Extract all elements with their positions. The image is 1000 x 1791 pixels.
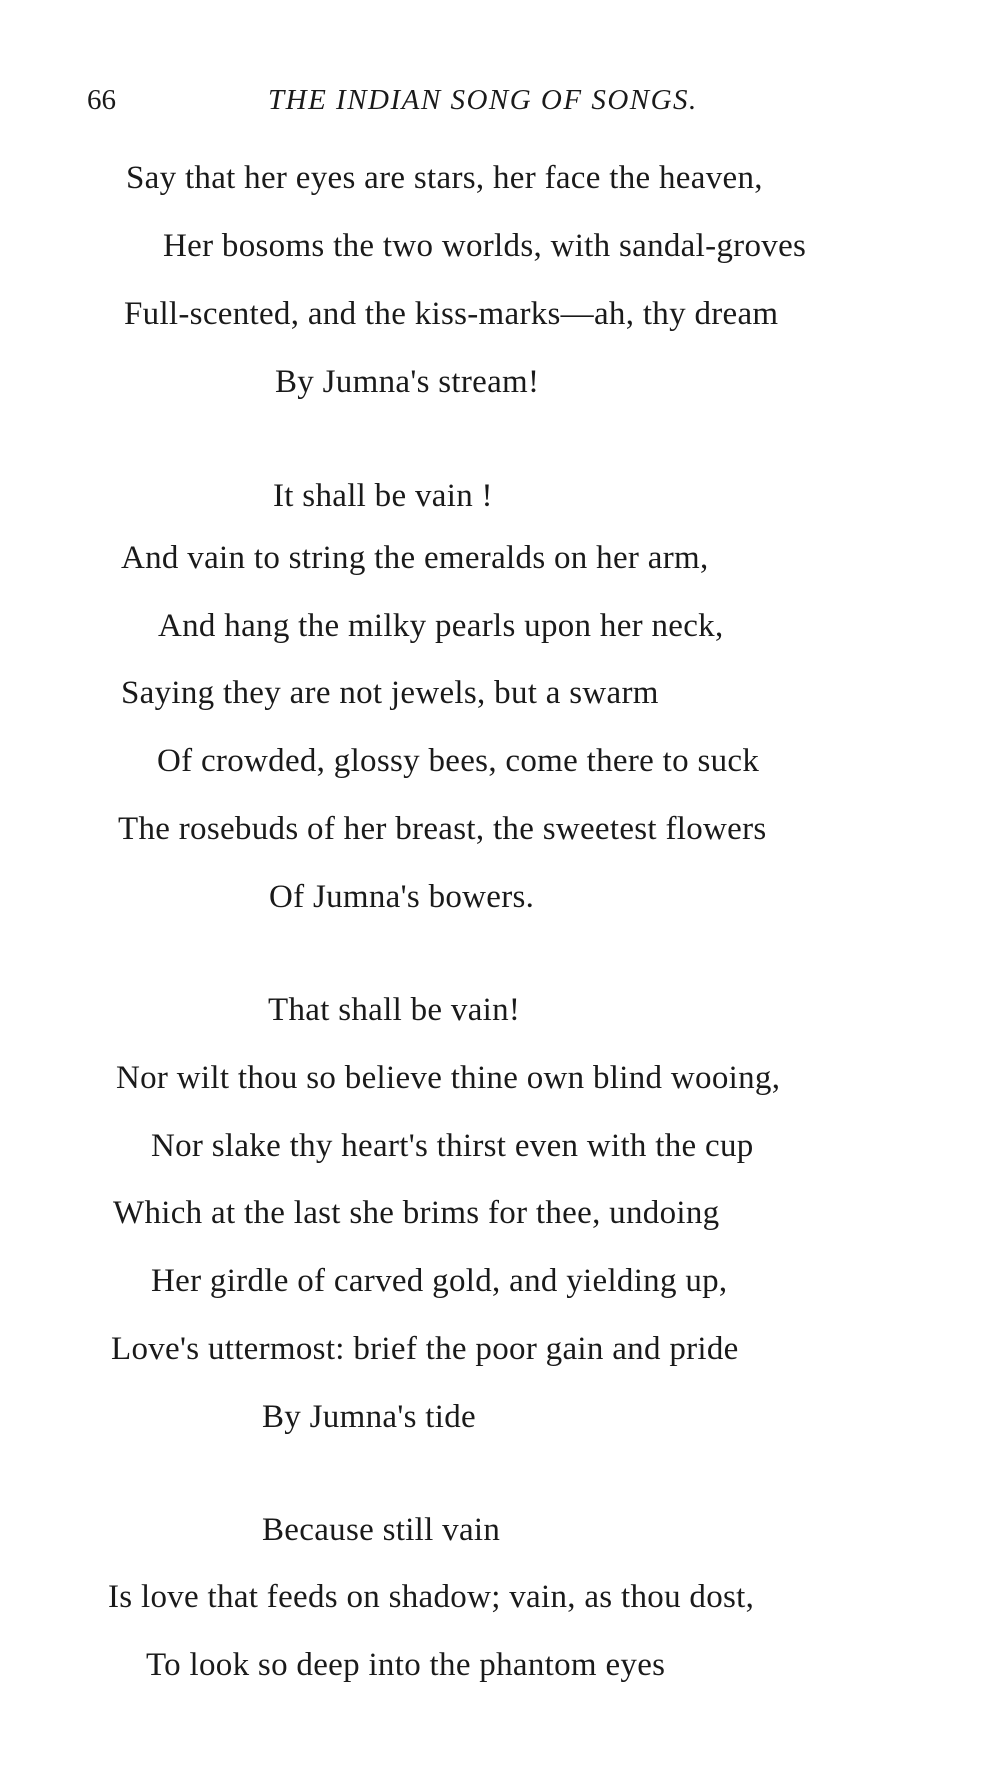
poem-line: That shall be vain! xyxy=(268,992,521,1028)
poem-line: Which at the last she brims for thee, undoing xyxy=(113,1195,720,1231)
poem-line: The rosebuds of her breast, the sweetest flowers xyxy=(118,811,767,847)
poem-line: Of crowded, glossy bees, come there to suck xyxy=(157,743,760,779)
poem-line: By Jumna's tide xyxy=(262,1399,476,1435)
running-title: THE INDIAN SONG OF SONGS. xyxy=(268,84,698,116)
poem-line: Her bosoms the two worlds, with sandal-groves xyxy=(163,228,807,264)
page-number: 66 xyxy=(87,84,116,116)
poem-line: To look so deep into the phantom eyes xyxy=(146,1647,666,1683)
page-header xyxy=(0,84,1000,124)
poem-line: By Jumna's stream! xyxy=(275,364,540,400)
poem-line: Because still vain xyxy=(262,1512,501,1548)
poem-line: It shall be vain ! xyxy=(273,478,493,514)
poem-line: Her girdle of carved gold, and yielding up, xyxy=(151,1263,728,1299)
poem-line: And hang the milky pearls upon her neck, xyxy=(158,608,724,644)
poem-line: Saying they are not jewels, but a swarm xyxy=(121,675,659,711)
poem-line: Is love that feeds on shadow; vain, as thou dost, xyxy=(108,1579,755,1615)
poem-line: Of Jumna's bowers. xyxy=(269,879,535,915)
poem-line: Love's uttermost: brief the poor gain and pride xyxy=(111,1331,739,1367)
poem-line: Say that her eyes are stars, her face the heaven, xyxy=(126,160,763,196)
poem-line: Nor slake thy heart's thirst even with the cup xyxy=(151,1128,754,1164)
poem-line: Nor wilt thou so believe thine own blind wooing, xyxy=(116,1060,781,1096)
poem-line: And vain to string the emeralds on her arm, xyxy=(121,540,709,576)
poem-line: Full-scented, and the kiss-marks—ah, thy dream xyxy=(124,296,779,332)
